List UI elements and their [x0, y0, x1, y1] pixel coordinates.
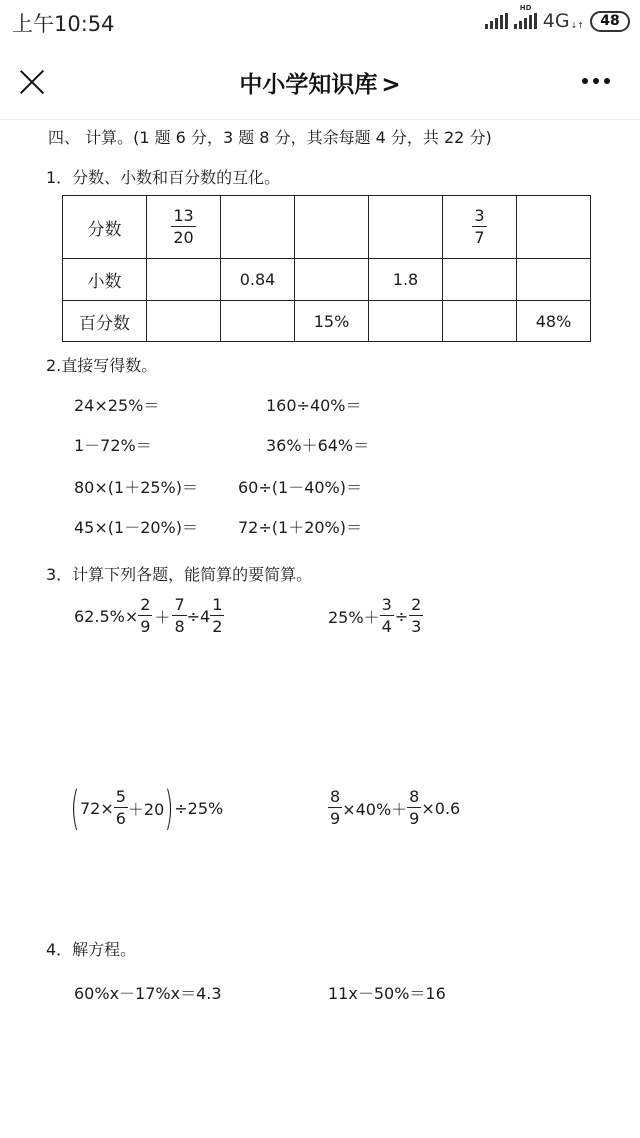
- percent-cell: [147, 301, 221, 342]
- q2-item: 60÷(1－40%)＝: [238, 478, 362, 497]
- fraction: $\frac{7}{8}$: [174, 595, 185, 636]
- fraction-cell: [443, 196, 517, 259]
- fraction: $\frac{8}{9}$: [409, 787, 420, 828]
- percent-cell: 48%: [517, 301, 591, 342]
- q2-item: 36%＋64%＝: [266, 436, 370, 455]
- signal-hd-icon: [514, 4, 537, 29]
- fraction-cell-empty: [295, 196, 369, 259]
- percent-cell: [221, 301, 295, 342]
- fraction: $\frac{1}{2}$: [212, 595, 223, 636]
- fraction-cell: [147, 196, 221, 259]
- article-body: [0, 121, 640, 1138]
- q2-item: 80×(1＋25%)＝: [74, 478, 198, 497]
- q2-item: 1－72%＝: [74, 436, 152, 455]
- hd-label: HD: [519, 4, 532, 12]
- more-icon[interactable]: [582, 78, 610, 84]
- q3-title: 3．计算下列各题，能简算的要简算。: [46, 565, 313, 584]
- fraction: $\frac{2}{3}$: [411, 595, 422, 636]
- signal-icon: [485, 13, 508, 29]
- page-title: [0, 66, 640, 99]
- percent-cell: [443, 301, 517, 342]
- q2-item: 72÷(1＋20%)＝: [238, 518, 362, 537]
- q2-item: 24×25%＝: [74, 396, 160, 415]
- q3-expression-2: 25%＋ $\frac{3}{4}$ ÷ $\frac{2}{3}$: [328, 595, 422, 636]
- q4-equation-2: 11x－50%＝16: [328, 984, 446, 1003]
- battery-icon: 48: [590, 11, 630, 32]
- decimal-cell: 1.8: [369, 259, 443, 301]
- decimal-cell: [517, 259, 591, 301]
- chevron-right-icon: >: [381, 72, 401, 98]
- fraction: $\frac{5}{6}$: [115, 787, 126, 828]
- q1-title: 1．分数、小数和百分数的互化。: [46, 168, 281, 187]
- percent-cell: [369, 301, 443, 342]
- q3-expression-4: $\frac{8}{9}$ ×40%＋ $\frac{8}{9}$ ×0.6: [330, 787, 461, 828]
- decimal-cell: [443, 259, 517, 301]
- status-indicators: [485, 4, 630, 32]
- status-bar: [0, 0, 640, 44]
- decimal-cell: 0.84: [221, 259, 295, 301]
- table-row-fraction: [63, 196, 591, 259]
- account-title: 中小学知识库: [239, 72, 378, 98]
- network-type: 4G: [542, 10, 570, 32]
- q4-title: 4．解方程。: [46, 940, 137, 959]
- fraction-cell-empty: [369, 196, 443, 259]
- network-activity-icon: ↓↑: [570, 20, 584, 30]
- q2-item: 45×(1－20%)＝: [74, 518, 198, 537]
- status-time: 上午10:54: [12, 12, 115, 36]
- conversion-table: [62, 195, 591, 342]
- fraction: $\frac{13}{20}$: [173, 206, 194, 247]
- fraction-cell-empty: [517, 196, 591, 259]
- q3-expression-3: ( 72× $\frac{5}{6}$ ＋20 ) ÷25%: [70, 781, 224, 835]
- q2-item: 160÷40%＝: [266, 396, 362, 415]
- fraction: $\frac{3}{7}$: [474, 206, 485, 247]
- decimal-cell: [147, 259, 221, 301]
- row-label-decimal: 小数: [63, 259, 147, 301]
- fraction: $\frac{2}{9}$: [140, 595, 151, 636]
- nav-bar: [0, 44, 640, 120]
- decimal-cell: [295, 259, 369, 301]
- q2-title: 2.直接写得数。: [46, 356, 158, 375]
- percent-cell: 15%: [295, 301, 369, 342]
- fraction-cell-empty: [221, 196, 295, 259]
- table-row-decimal: [63, 259, 591, 301]
- row-label-fraction: 分数: [63, 196, 147, 259]
- row-label-percent: 百分数: [63, 301, 147, 342]
- fraction: $\frac{3}{4}$: [381, 595, 392, 636]
- q3-expression-1: 62.5%× $\frac{2}{9}$ ＋ $\frac{7}{8}$ ÷4 $\frac{1}{2}$: [74, 595, 223, 636]
- q4-equation-1: 60%x－17%x＝4.3: [74, 984, 222, 1003]
- account-title-link[interactable]: [239, 72, 400, 98]
- table-row-percent: [63, 301, 591, 342]
- fraction: $\frac{8}{9}$: [330, 787, 341, 828]
- section-heading: 四、 计算。(1 题 6 分，3 题 8 分，其余每题 4 分，共 22 分): [48, 128, 492, 147]
